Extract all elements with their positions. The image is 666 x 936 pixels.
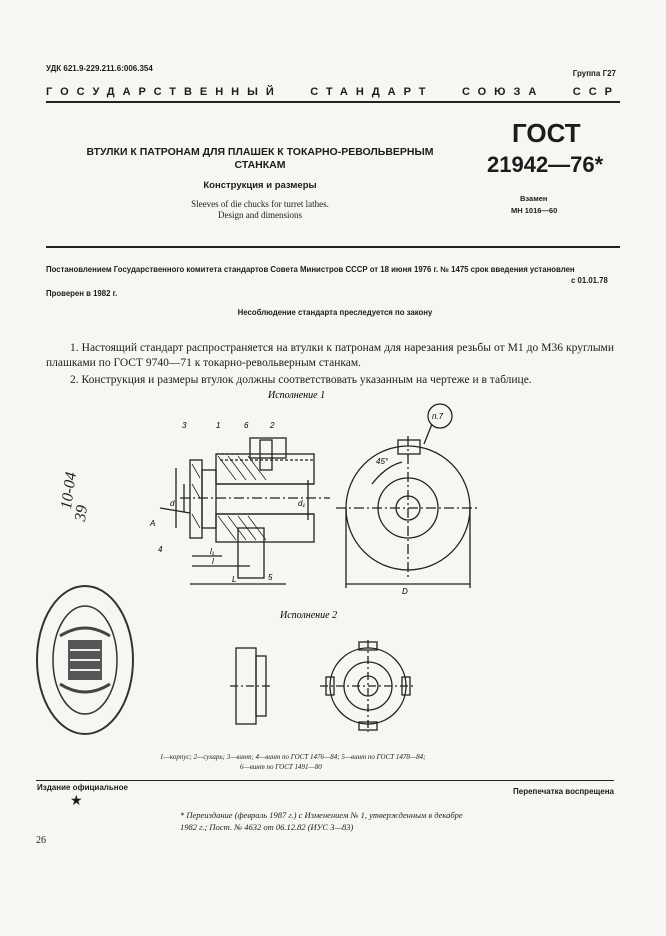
document-title: ВТУЛКИ К ПАТРОНАМ ДЛЯ ПЛАШЕК К ТОКАРНО-РЕВОЛЬВЕРНЫМ СТАНКАМ [86, 146, 434, 171]
dim-d: d [170, 499, 175, 508]
legend-line: 6—винт по ГОСТ 1491—80 [240, 763, 322, 771]
english-title-line: Sleeves of die chucks for turret lathes. [191, 199, 329, 209]
view-a: A [150, 519, 156, 528]
udk-code: УДК 621.9-229.211.6:006.354 [46, 64, 153, 73]
dim-L: L [232, 575, 237, 584]
title-rule [46, 246, 620, 248]
banner-word: ГОСУДАРСТВЕННЫЙ [46, 86, 282, 98]
dim-D: D [402, 587, 408, 596]
dim-l: l [212, 557, 214, 566]
paragraph-2: 2. Конструкция и размеры втулок должны соответствовать указанным на чертеже и в таблице. [70, 374, 532, 386]
footer-rule [36, 780, 614, 781]
handwritten-note: 39 [72, 504, 92, 523]
english-title-line: Design and dimensions [218, 210, 302, 220]
decree-text: Постановлением Государственного комитета стандартов Совета Министров СССР от 18 июня 1976 г. № 1475 срок введения установлен [46, 265, 575, 274]
banner-word: ССР [572, 86, 620, 98]
reissue-note: * Переиздание (февраль 1987 г.) с Изменением № 1, утвержденным в декабре 1982 г.; Пост. № 4632 от 06.12.82 (ИУС 3—83) [180, 810, 463, 832]
star-icon: ★ [70, 794, 83, 809]
banner-word: СТАНДАРТ [310, 86, 434, 98]
checked-note: Проверен в 1982 г. [46, 289, 118, 298]
effective-date: с 01.01.78 [571, 276, 608, 285]
callout-3: 3 [182, 421, 187, 430]
dim-d1: d₁ [298, 499, 305, 508]
english-title [150, 199, 370, 221]
note-ref: п.7 [432, 412, 444, 421]
page-number: 26 [36, 835, 46, 846]
law-notice: Несоблюдение стандарта преследуется по закону [237, 308, 433, 317]
callout-1: 1 [216, 421, 221, 430]
callout-5: 5 [268, 573, 273, 582]
paragraph-1: 1. Настоящий стандарт распространяется на втулки к патронам для нарезания резьбы от М1 до М36 круглыми плашками по ГОСТ 9740—71 к токарно-револьверным станкам. [46, 342, 614, 369]
reprint-notice: Перепечатка воспрещена [513, 787, 614, 796]
handwritten-note: 10-04 [58, 471, 81, 511]
callout-2: 2 [270, 421, 275, 430]
banner-word: СОЮЗА [461, 86, 545, 98]
technical-drawing [140, 388, 640, 763]
banner-rule [46, 101, 620, 103]
parts-legend [160, 752, 500, 772]
gost-number: 21942—76* [487, 152, 604, 177]
dim-l1: l₁ [210, 547, 215, 556]
standard-banner [46, 86, 620, 98]
version-1-caption: Исполнение 1 [268, 390, 326, 401]
replaces-standard: МН 1016—60 [511, 206, 558, 215]
callout-4: 4 [158, 545, 163, 554]
gost-label: ГОСТ [512, 118, 581, 148]
version-2-caption: Исполнение 2 [280, 610, 338, 621]
library-stamp [30, 580, 140, 740]
callout-6: 6 [244, 421, 249, 430]
official-edition: Издание официальное [37, 783, 128, 792]
angle-45: 45° [376, 457, 389, 466]
document-subtitle: Конструкция и размеры [203, 180, 317, 191]
replaces-label: Взамен [520, 194, 548, 203]
group-code: Группа Г27 [572, 69, 616, 78]
legend-line: 1—корпус; 2—сухарь; 3—винт; 4—винт по ГОСТ 1476—84; 5—винт по ГОСТ 1478—84; [160, 753, 426, 761]
